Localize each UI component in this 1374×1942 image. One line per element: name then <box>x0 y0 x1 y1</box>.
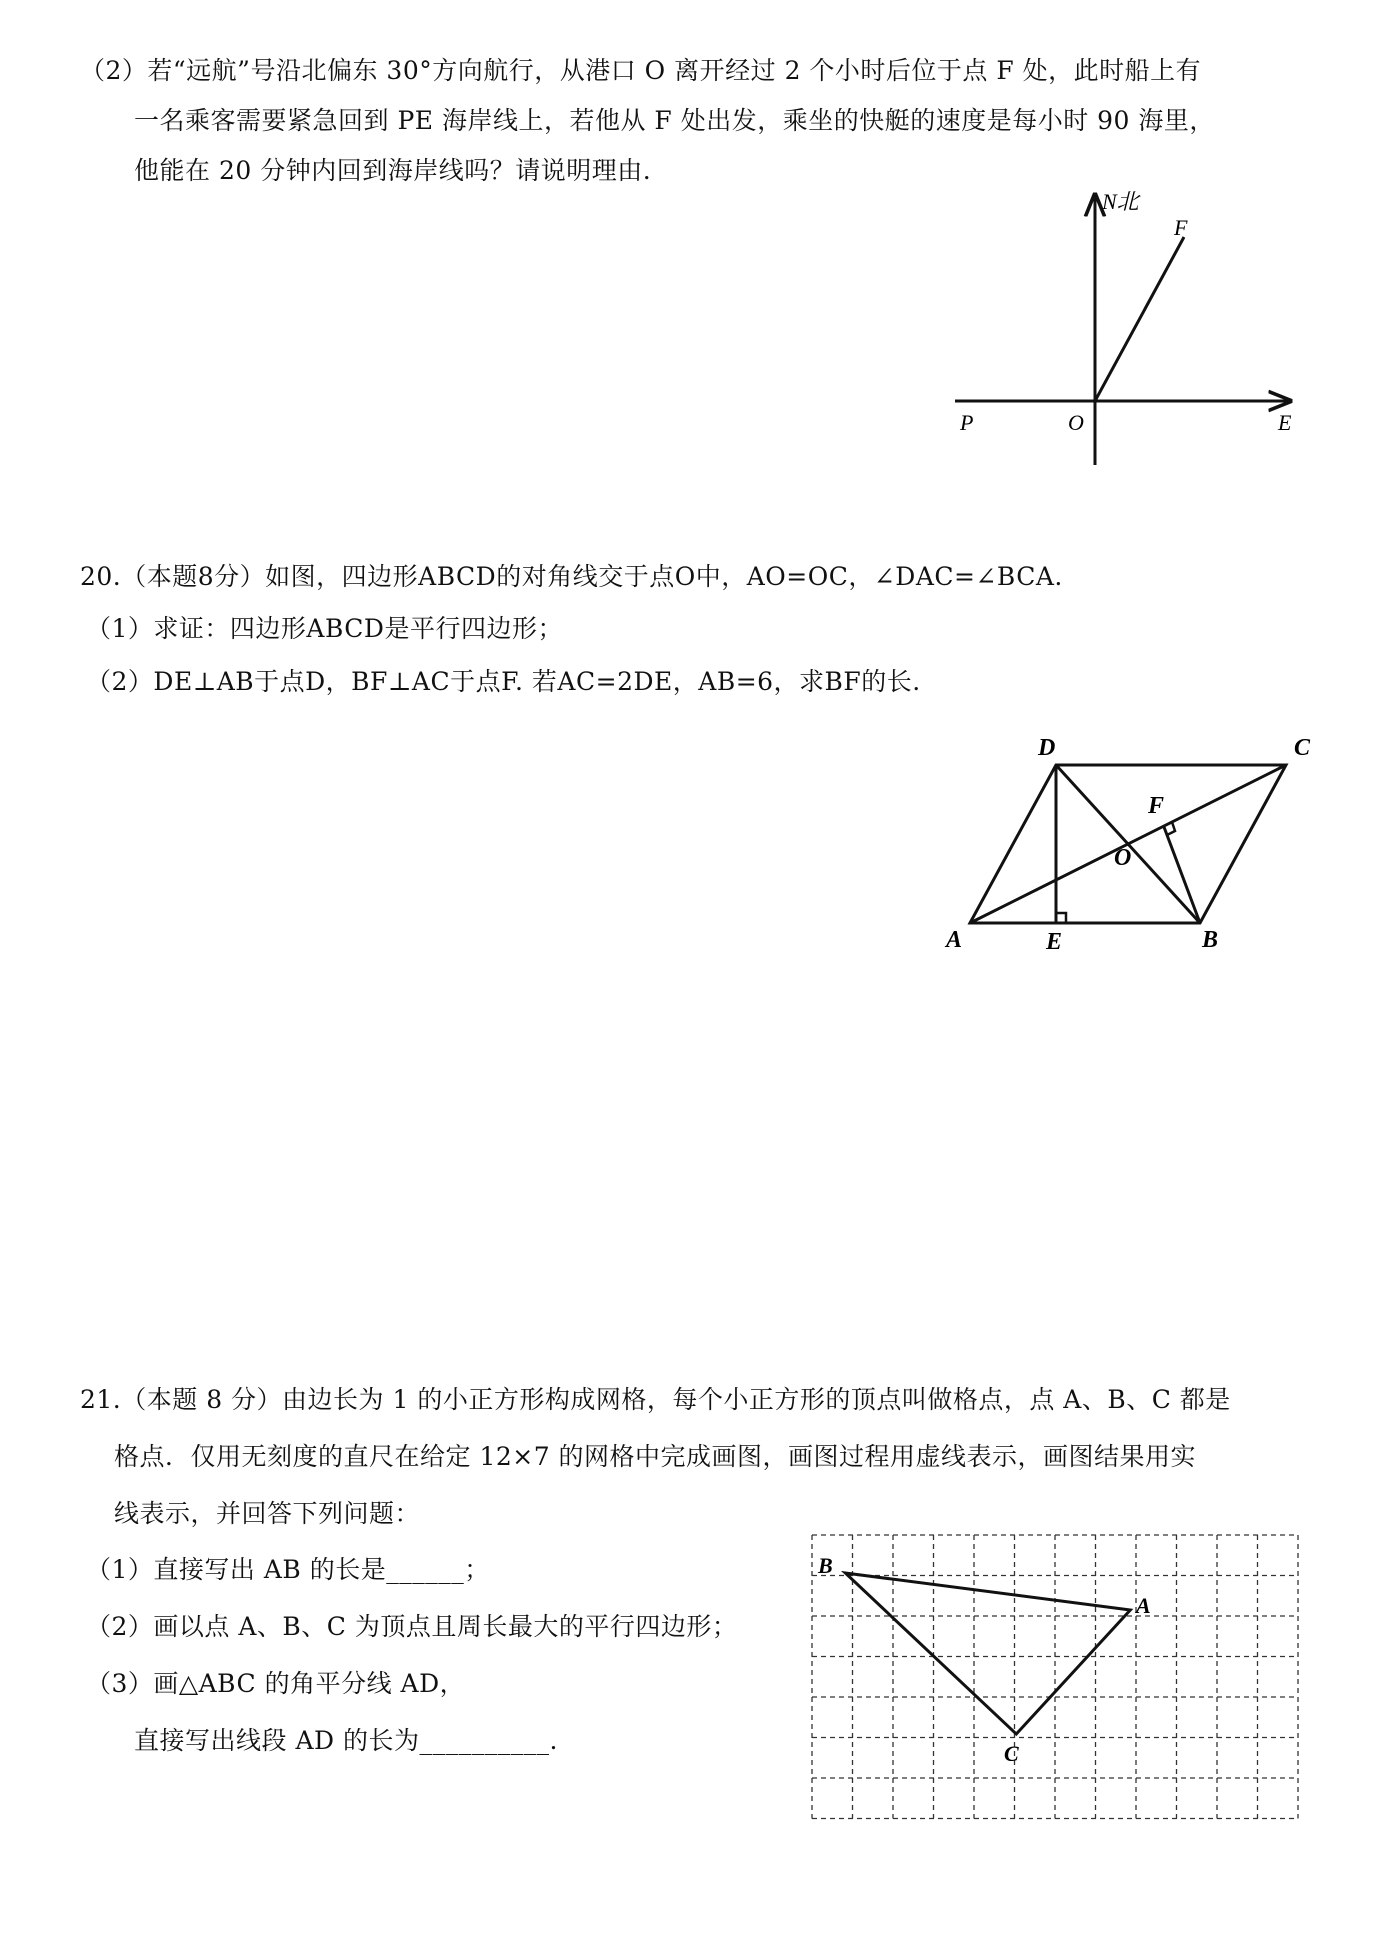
label-o: O <box>1068 410 1084 435</box>
q19-line-1: （2）若“远航”号沿北偏东 30°方向航行，从港口 O 离开经过 2 个小时后位于点 F 处，此时船上有 <box>80 56 1202 85</box>
label-o2: O <box>1114 845 1132 871</box>
label-b3: B <box>818 1553 833 1578</box>
label-c3: C <box>1004 1741 1019 1766</box>
q21-line-2: 格点．仅用无刻度的直尺在给定 12×7 的网格中完成画图，画图过程用虚线表示，画图结果用实 <box>114 1442 1197 1471</box>
q21-line-1: 21.（本题 8 分）由边长为 1 的小正方形构成网格，每个小正方形的顶点叫做格点，点 A、B、C 都是 <box>80 1385 1231 1414</box>
q19-line-2: 一名乘客需要紧急回到 PE 海岸线上，若他从 F 处出发，乘坐的快艇的速度是每小时 90 海里， <box>134 106 1215 135</box>
diagonal-bd <box>1056 765 1200 923</box>
q21-line-5: （2）画以点 A、B、C 为顶点且周长最大的平行四边形； <box>86 1612 738 1641</box>
ray-of <box>1095 237 1184 401</box>
grid-figure <box>800 1525 1320 1825</box>
label-f2: F <box>1148 793 1165 819</box>
q21-line-7: 直接写出线段 AD 的长为__________. <box>134 1726 558 1755</box>
parallelogram-figure <box>930 725 1330 955</box>
q21-line-4: （1）直接写出 AB 的长是______； <box>86 1555 490 1584</box>
segment-bf <box>1164 827 1200 923</box>
label-a3: A <box>1136 1593 1151 1618</box>
q21-line-3: 线表示，并回答下列问题： <box>114 1499 421 1528</box>
label-p: P <box>960 410 974 435</box>
q20-line-2: （1）求证：四边形ABCD是平行四边形； <box>86 614 563 643</box>
label-d: D <box>1038 735 1056 761</box>
label-e2: E <box>1046 929 1063 955</box>
label-e: E <box>1278 410 1292 435</box>
compass-figure <box>940 185 1300 475</box>
q19-line-3: 他能在 20 分钟内回到海岸线吗？请说明理由. <box>134 156 652 185</box>
q20-line-1: 20.（本题8分）如图，四边形ABCD的对角线交于点O中，AO=OC，∠DAC=∠BCA. <box>80 562 1063 591</box>
q21-line-6: （3）画△ABC 的角平分线 AD， <box>86 1669 466 1698</box>
label-b: B <box>1202 927 1219 953</box>
q20-line-3: （2）DE⊥AB于点D，BF⊥AC于点F. 若AC=2DE，AB=6，求BF的长. <box>86 667 921 696</box>
label-north: N北 <box>1102 189 1139 214</box>
label-f: F <box>1174 215 1188 240</box>
triangle-abc <box>845 1573 1130 1734</box>
label-c: C <box>1294 735 1311 761</box>
label-a: A <box>946 927 963 953</box>
